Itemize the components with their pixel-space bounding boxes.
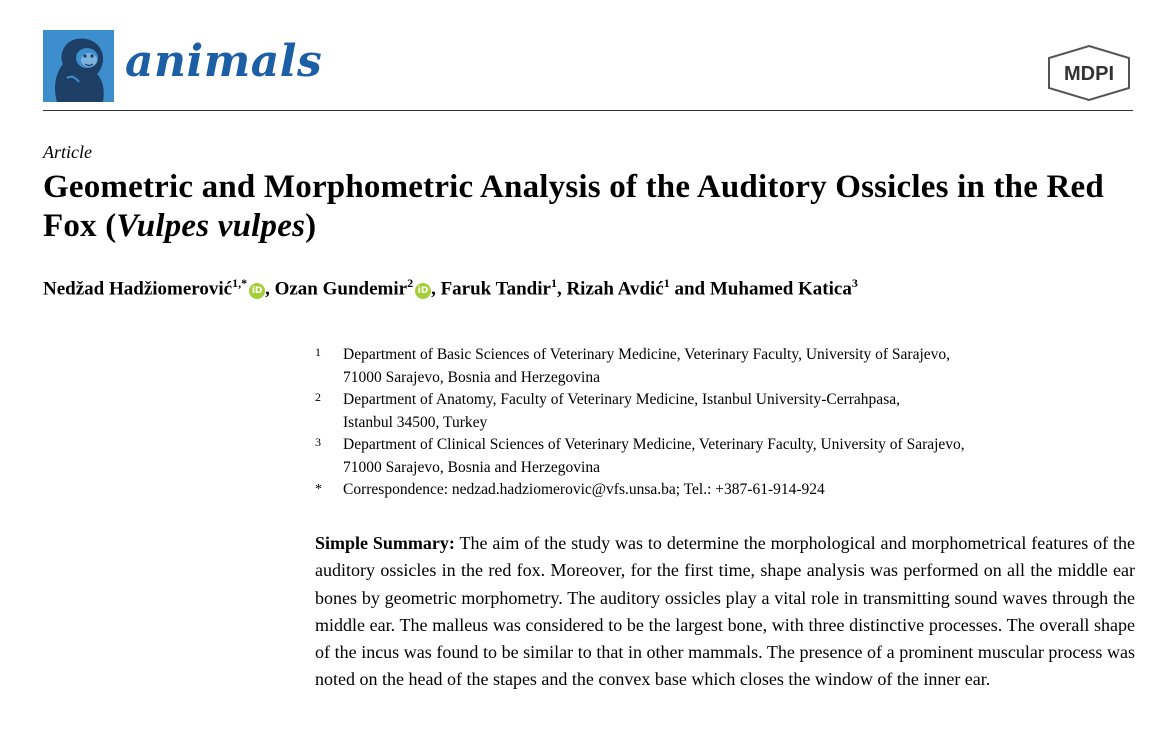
orcid-icon[interactable]: iD <box>415 283 431 299</box>
simple-summary <box>315 530 1135 694</box>
author-list: Nedžad Hadžiomerović$^{1,*}$iD , Ozan Gundemir$^2$iD , Faruk Tandir$^1$, Rizah Avdić$^1$ and Muhamed Katica$^3$ <box>43 276 858 300</box>
journal-name: animals <box>125 36 323 87</box>
article-title: Geometric and Morphometric Analysis of the Auditory Ossicles in the Red Fox (Vulpes vulpes) <box>43 169 1104 244</box>
author[interactable]: Ozan Gundemir <box>274 278 408 300</box>
affiliation-item: 1 Department of Basic Sciences of Veterinary Medicine, Veterinary Faculty, University of Sarajevo, 71000 Sarajevo, Bosnia and Herzegovina <box>315 345 951 386</box>
author[interactable]: Muhamed Katica <box>709 278 852 300</box>
species-name: Vulpes vulpes <box>116 208 306 244</box>
summary-label: Simple Summary: <box>315 533 455 553</box>
publisher-name: MDPI <box>1064 63 1114 85</box>
animals-logo-icon <box>43 30 114 102</box>
article-type: Article <box>43 142 92 162</box>
author[interactable]: Rizah Avdić <box>566 278 664 300</box>
correspondence-text[interactable]: Correspondence: nedzad.hadziomerovic@vfs.unsa.ba; Tel.: +387-61-914-924 <box>343 481 825 498</box>
correspondence: * Correspondence: nedzad.hadziomerovic@vfs.unsa.ba; Tel.: +387-61-914-924 <box>315 479 1095 502</box>
summary-text: The aim of the study was to determine the morphological and morphometrical features of the auditory ossicles in the red fox. Moreover, for the first time, shape analysis was performed on all the middle ear bones by geometric morphometry. The auditory ossicles play a vital role in transmitting sound waves through the middle ear. The malleus was considered to be the largest bone, with three distinctive processes. The overall shape of the incus was found to be similar to that in other mammals. The presence of a prominent muscular process was noted on the head of the stapes and the convex base which closes the window of the inner ear. <box>315 533 1136 690</box>
affiliation-item: 3 Department of Clinical Sciences of Veterinary Medicine, Veterinary Faculty, University of Sarajevo, 71000 Sarajevo, Bosnia and Herzegovina <box>315 435 965 476</box>
mdpi-logo-icon <box>1045 44 1133 102</box>
orcid-icon[interactable]: iD <box>249 283 265 299</box>
header-divider <box>43 110 1133 111</box>
journal-header <box>43 30 1133 112</box>
affiliation-item: 2 Department of Anatomy, Faculty of Veterinary Medicine, Istanbul University-Cerrahpasa, Istanbul 34500, Turkey <box>315 390 900 431</box>
author[interactable]: Faruk Tandir <box>440 278 551 300</box>
author[interactable]: Nedžad Hadžiomerović <box>43 278 233 300</box>
affiliations <box>315 344 1095 502</box>
